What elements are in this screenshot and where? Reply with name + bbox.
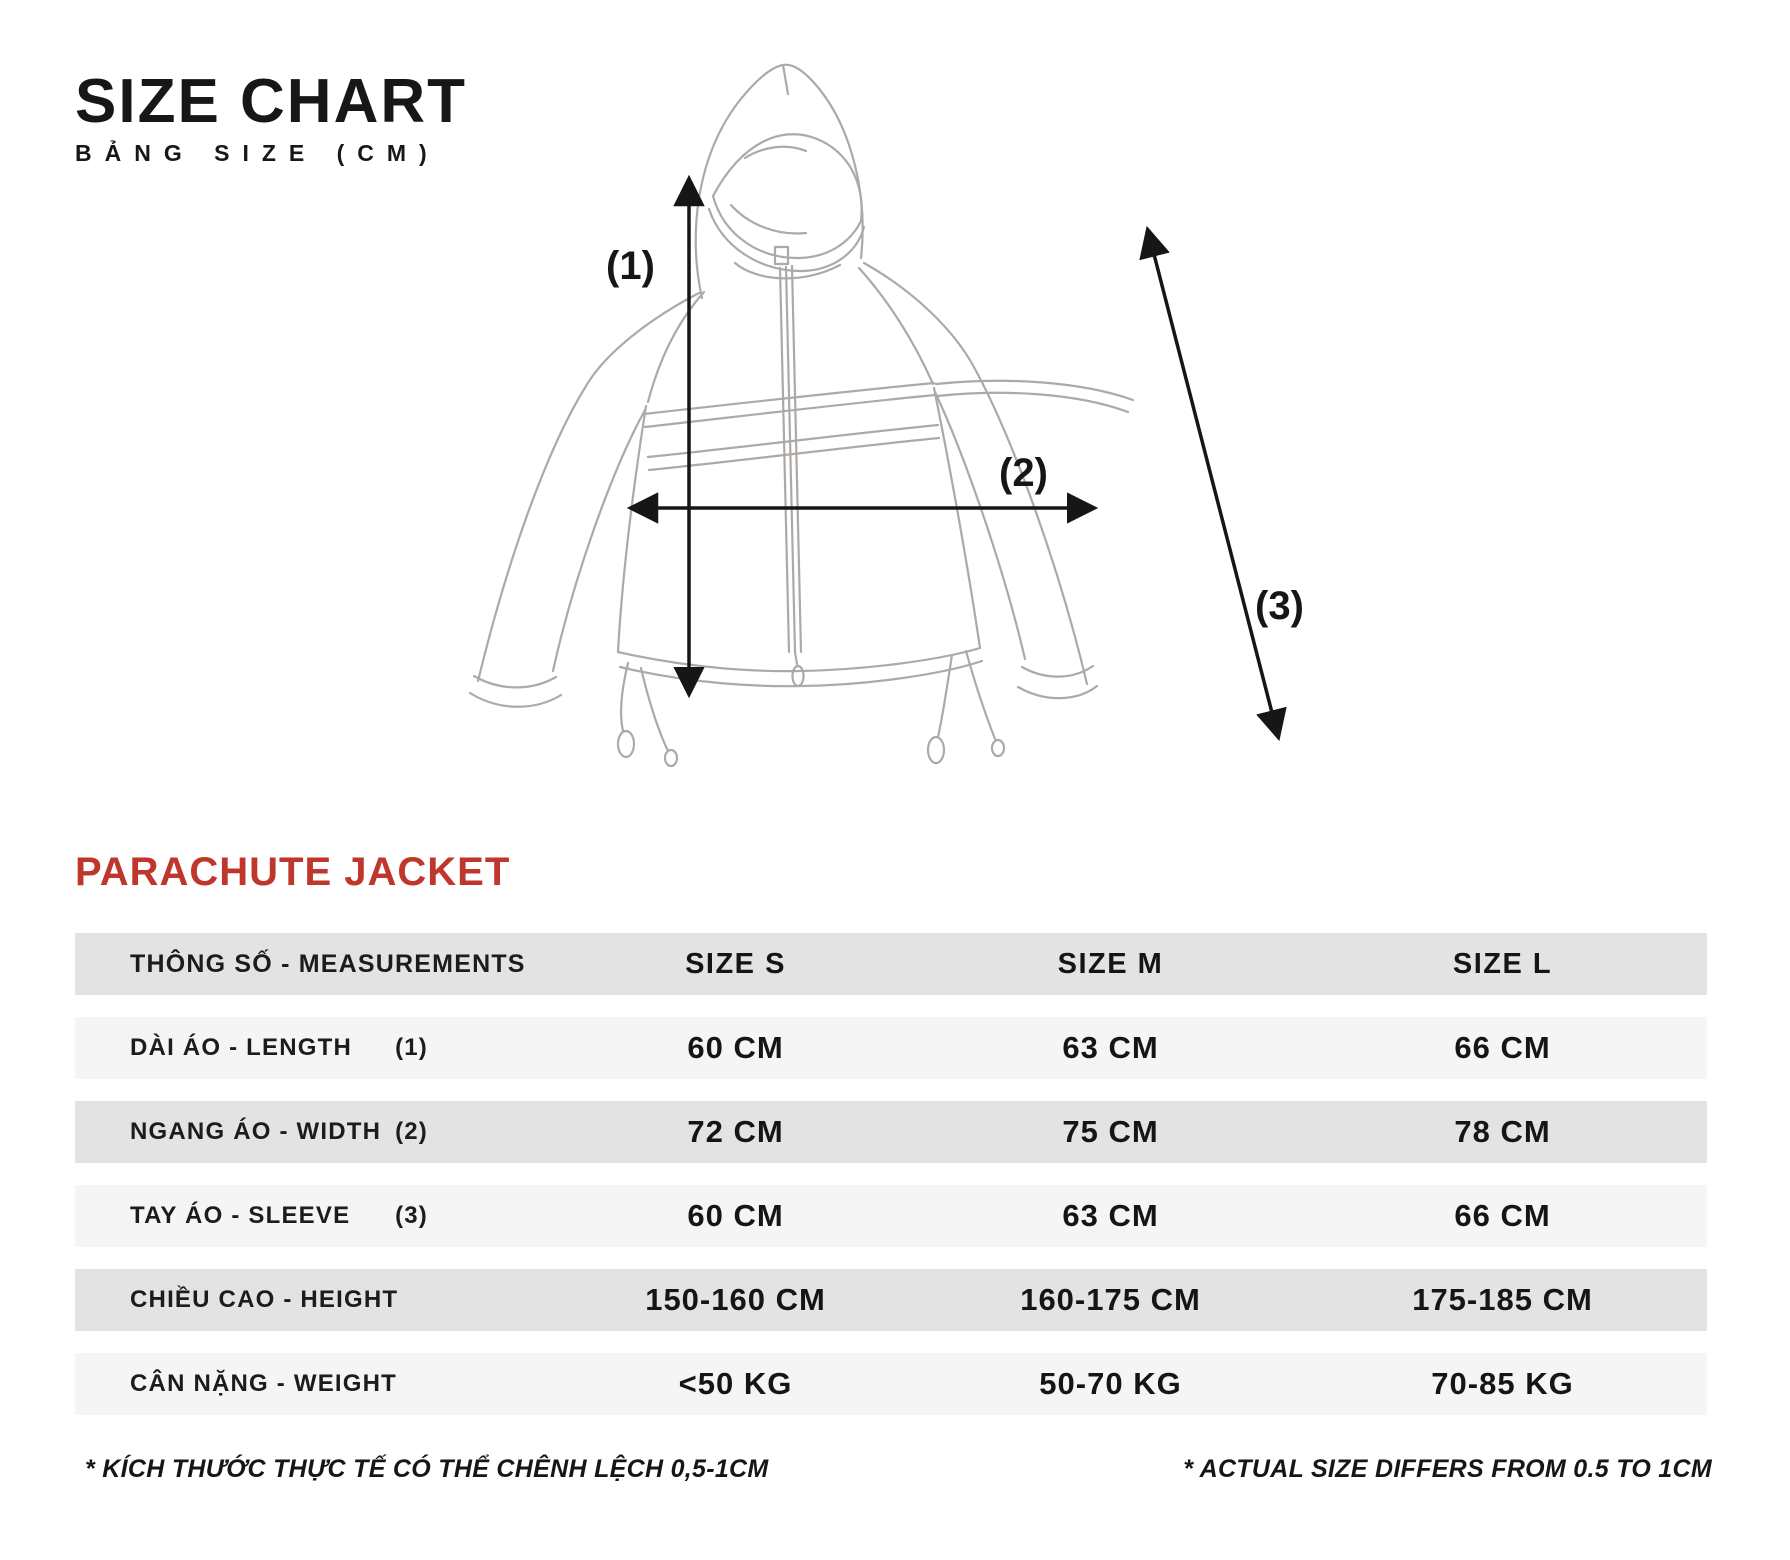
- measurement-ref: (2): [395, 1118, 428, 1145]
- table-row-weight: [75, 1353, 1707, 1415]
- jacket-illustration: [470, 65, 1133, 766]
- row-label: [75, 1034, 548, 1062]
- row-label: [75, 1118, 548, 1146]
- measurement-name: CHIỀU CAO - HEIGHT: [130, 1286, 399, 1313]
- value-size-m: 63 CM: [1062, 1030, 1159, 1065]
- measurement-name: NGANG ÁO - WIDTH: [130, 1118, 382, 1145]
- table-row-height: [75, 1269, 1707, 1331]
- value-size-l: 66 CM: [1454, 1030, 1551, 1065]
- sleeve-arrow-label: (3): [1255, 584, 1304, 628]
- table-row-width: [75, 1101, 1707, 1163]
- product-title: PARACHUTE JACKET: [75, 850, 511, 894]
- row-label: [75, 1286, 548, 1314]
- row-label: [75, 1370, 548, 1398]
- measurement-ref: (3): [395, 1202, 428, 1229]
- footnote-vietnamese: * KÍCH THƯỚC THỰC TẾ CÓ THỂ CHÊNH LỆCH 0,5-1CM: [85, 1455, 769, 1483]
- table-header-row: [75, 933, 1707, 995]
- measurement-name: TAY ÁO - SLEEVE: [130, 1202, 351, 1229]
- value-size-s: 72 CM: [687, 1114, 784, 1149]
- value-size-m: 50-70 KG: [1039, 1366, 1182, 1401]
- table-row-sleeve: [75, 1185, 1707, 1247]
- measurement-ref: (1): [395, 1034, 428, 1061]
- value-size-m: 63 CM: [1062, 1198, 1159, 1233]
- measurement-name: DÀI ÁO - LENGTH: [130, 1034, 352, 1061]
- jacket-diagram: [430, 40, 1330, 830]
- value-size-m: 160-175 CM: [1020, 1282, 1201, 1317]
- footnote-english: * ACTUAL SIZE DIFFERS FROM 0.5 TO 1CM: [1183, 1455, 1712, 1483]
- value-size-m: 75 CM: [1062, 1114, 1159, 1149]
- value-size-s: 60 CM: [687, 1198, 784, 1233]
- width-arrow-label: (2): [999, 451, 1048, 495]
- column-header-measurements: THÔNG SỐ - MEASUREMENTS: [130, 949, 526, 978]
- brand-block: [75, 68, 467, 167]
- measurement-name: CÂN NẶNG - WEIGHT: [130, 1370, 398, 1397]
- page-title: SIZE CHART: [75, 67, 467, 136]
- value-size-l: 70-85 KG: [1431, 1366, 1574, 1401]
- value-size-s: 150-160 CM: [645, 1282, 826, 1317]
- value-size-l: 66 CM: [1454, 1198, 1551, 1233]
- size-table: [75, 933, 1707, 1437]
- page-subtitle: BẢNG SIZE (CM): [75, 140, 440, 167]
- value-size-s: 60 CM: [687, 1030, 784, 1065]
- table-row-length: [75, 1017, 1707, 1079]
- row-label: [75, 1202, 548, 1230]
- length-arrow-label: (1): [606, 244, 655, 288]
- value-size-s: <50 KG: [678, 1366, 793, 1401]
- value-size-l: 175-185 CM: [1412, 1282, 1593, 1317]
- column-header-size-l: SIZE L: [1452, 947, 1553, 980]
- column-header-size-m: SIZE M: [1057, 947, 1164, 980]
- value-size-l: 78 CM: [1454, 1114, 1551, 1149]
- column-header-size-s: SIZE S: [685, 947, 786, 980]
- sleeve-arrow: [1148, 231, 1278, 736]
- measurement-arrows: [632, 180, 1278, 736]
